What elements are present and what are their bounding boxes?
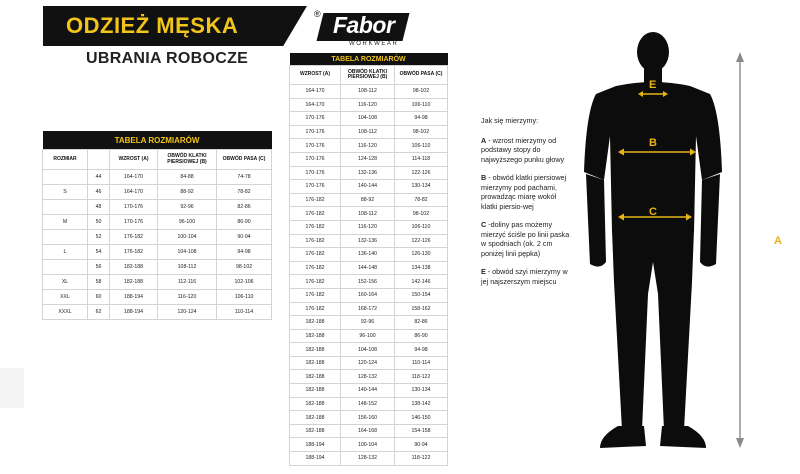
table-cell: 120-124 (341, 356, 395, 370)
table-cell: 158-162 (395, 302, 448, 316)
body-measurement-figure (560, 32, 800, 474)
table-cell: 182-188 (290, 316, 341, 330)
table-cell: 106-110 (217, 290, 272, 305)
table-cell: 176-182 (290, 275, 341, 289)
table-row (290, 180, 448, 194)
table-row (290, 424, 448, 438)
table-cell: 116-120 (341, 139, 395, 153)
table-cell: 164-168 (341, 424, 395, 438)
table-cell: 138-142 (395, 397, 448, 411)
table-cell: 182-188 (290, 329, 341, 343)
instruction-key: E (481, 267, 486, 276)
table-cell: 112-116 (158, 275, 217, 290)
table-row (43, 200, 272, 215)
table-cell: 94-98 (395, 112, 448, 126)
table-row (290, 220, 448, 234)
table-row (290, 329, 448, 343)
extended-table-title: TABELA ROZMIARÓW (290, 53, 448, 66)
table-row (43, 230, 272, 245)
table-row (290, 234, 448, 248)
brand-logo-tagline: WORKWEAR (349, 41, 399, 47)
page-subtitle: UBRANIA ROBOCZE (86, 50, 249, 67)
table-cell: 126-130 (395, 248, 448, 262)
table-row (43, 215, 272, 230)
table-cell: 128-132 (341, 452, 395, 466)
table-cell: 128-132 (341, 370, 395, 384)
table-row (43, 185, 272, 200)
table-cell: 182-188 (290, 370, 341, 384)
table-cell: 170-176 (290, 125, 341, 139)
table-row (290, 384, 448, 398)
table-cell: 122-126 (395, 234, 448, 248)
table-cell: 154-158 (395, 424, 448, 438)
table-cell: 144-148 (341, 261, 395, 275)
table-cell: 98-102 (395, 85, 448, 99)
table-cell: 86-90 (395, 329, 448, 343)
table-row (43, 260, 272, 275)
table-cell: 78-82 (395, 193, 448, 207)
table-cell: 50 (88, 215, 110, 230)
table-cell: 176-182 (290, 302, 341, 316)
header-cell: WZROST (A) (290, 66, 341, 85)
table-cell: 82-86 (395, 316, 448, 330)
table-row (43, 305, 272, 320)
table-cell: M (43, 215, 88, 230)
table-cell: 46 (88, 185, 110, 200)
table-cell: 170-176 (110, 200, 158, 215)
table-row (290, 98, 448, 112)
table-cell: 96-100 (341, 329, 395, 343)
table-cell: 150-154 (395, 288, 448, 302)
table-cell: 130-134 (395, 180, 448, 194)
table-cell: 176-182 (110, 245, 158, 260)
table-cell: 84-88 (158, 170, 217, 185)
table-cell: 188-194 (290, 438, 341, 452)
table-row (43, 245, 272, 260)
table-cell (43, 260, 88, 275)
table-cell: 74-78 (217, 170, 272, 185)
table-row (290, 302, 448, 316)
header-cell: ROZMIAR (43, 150, 88, 170)
table-cell: 142-146 (395, 275, 448, 289)
table-cell: 104-108 (158, 245, 217, 260)
table-row (290, 275, 448, 289)
instruction-text: - obwód szyi mierzymy w jej najszerszym miejscu (481, 267, 568, 286)
instruction-key: C (481, 220, 487, 229)
table-cell: 176-182 (290, 234, 341, 248)
table-row (290, 370, 448, 384)
table-cell: 104-108 (341, 112, 395, 126)
table-cell: 98-102 (395, 125, 448, 139)
table-cell: 88-92 (158, 185, 217, 200)
table-cell: 156-160 (341, 411, 395, 425)
table-row (290, 207, 448, 221)
table-cell: 164-170 (290, 98, 341, 112)
table-cell: 118-122 (395, 452, 448, 466)
instruction-key: B (481, 173, 487, 182)
table-cell: 60 (88, 290, 110, 305)
instruction-key: A (481, 135, 487, 145)
table-cell: 86-90 (217, 215, 272, 230)
table-cell: 90-94 (217, 230, 272, 245)
table-cell: 58 (88, 275, 110, 290)
table-cell: 54 (88, 245, 110, 260)
table-cell: 188-194 (110, 290, 158, 305)
header-cell: OBWÓD PASA (C) (217, 150, 272, 170)
table-cell: 182-188 (110, 275, 158, 290)
table-cell: 118-122 (395, 370, 448, 384)
table-cell: 108-112 (341, 207, 395, 221)
table-cell: 56 (88, 260, 110, 275)
header-cell: OBWÓD KLATKI PIERSIOWEJ (B) (341, 66, 395, 85)
table-cell: 108-112 (341, 85, 395, 99)
table-row (43, 170, 272, 185)
label-c: C (649, 206, 657, 218)
table-cell: 96-100 (158, 215, 217, 230)
table-cell: 106-110 (395, 139, 448, 153)
table-cell: 100-104 (341, 438, 395, 452)
table-cell: 170-176 (290, 112, 341, 126)
table-row (290, 166, 448, 180)
table-row (290, 139, 448, 153)
table-cell: 132-136 (341, 166, 395, 180)
size-table-men (42, 131, 272, 320)
table-cell: 48 (88, 200, 110, 215)
faded-background-block (0, 368, 24, 408)
table-cell: 170-176 (110, 215, 158, 230)
table-cell: 182-188 (290, 411, 341, 425)
table-cell: 164-170 (290, 85, 341, 99)
table-cell: 114-118 (395, 152, 448, 166)
table-cell: 78-82 (217, 185, 272, 200)
size-table-header (43, 150, 272, 170)
table-row (290, 85, 448, 99)
table-cell: 108-112 (341, 125, 395, 139)
table-cell (43, 170, 88, 185)
table-row (290, 261, 448, 275)
table-cell: 116-120 (341, 98, 395, 112)
table-cell: 182-188 (290, 397, 341, 411)
table-cell: 188-194 (110, 305, 158, 320)
table-cell: 176-182 (290, 207, 341, 221)
logo-registered-mark: ® (314, 9, 321, 19)
table-cell: 176-182 (290, 220, 341, 234)
table-cell: 140-144 (341, 384, 395, 398)
table-row (290, 316, 448, 330)
table-cell: 164-170 (110, 170, 158, 185)
table-cell: 122-126 (395, 166, 448, 180)
table-cell: 92-96 (158, 200, 217, 215)
table-cell: 152-156 (341, 275, 395, 289)
table-cell: 124-128 (341, 152, 395, 166)
table-row (290, 397, 448, 411)
header-cell: OBWÓD PASA (C) (395, 66, 448, 85)
table-cell: 188-194 (290, 452, 341, 466)
table-cell: XXXL (43, 305, 88, 320)
table-cell: 100-104 (158, 230, 217, 245)
header-cell: WZROST (A) (110, 150, 158, 170)
table-cell (43, 200, 88, 215)
table-cell: 182-188 (290, 424, 341, 438)
size-table-title: TABELA ROZMIARÓW (43, 131, 272, 150)
table-cell: 170-176 (290, 139, 341, 153)
table-row (290, 193, 448, 207)
table-cell: 116-120 (341, 220, 395, 234)
table-cell: 88-92 (341, 193, 395, 207)
table-cell: L (43, 245, 88, 260)
table-cell: 182-188 (290, 384, 341, 398)
table-cell: 106-110 (395, 98, 448, 112)
table-cell: 140-144 (341, 180, 395, 194)
table-cell: 102-106 (217, 275, 272, 290)
table-cell: 160-164 (341, 288, 395, 302)
table-cell: 116-120 (158, 290, 217, 305)
header-cell (88, 150, 110, 170)
label-a: A (774, 235, 782, 247)
table-cell: 148-152 (341, 397, 395, 411)
table-cell: 176-182 (290, 248, 341, 262)
brand-logo: Fabor (333, 12, 395, 38)
table-cell: 132-136 (341, 234, 395, 248)
table-row (290, 343, 448, 357)
label-b: B (649, 137, 657, 149)
table-cell: 134-138 (395, 261, 448, 275)
table-row (290, 125, 448, 139)
instruction-text: - obwód klatki piersiowej mierzymy pod pachami, prowadząc miarę wokół klatki piersio-wej (481, 173, 567, 211)
table-cell: 98-102 (395, 207, 448, 221)
table-cell: 176-182 (290, 261, 341, 275)
table-row (290, 248, 448, 262)
table-row (290, 112, 448, 126)
table-row (290, 438, 448, 452)
table-cell: XXL (43, 290, 88, 305)
table-cell: 168-172 (341, 302, 395, 316)
table-row (43, 275, 272, 290)
instructions-heading: Jak się mierzymy: (481, 116, 539, 125)
table-cell: 110-114 (217, 305, 272, 320)
table-cell (43, 230, 88, 245)
extended-table-header (290, 66, 448, 85)
table-cell: 182-188 (110, 260, 158, 275)
table-cell: 176-182 (290, 288, 341, 302)
table-cell: 110-114 (395, 356, 448, 370)
table-cell: S (43, 185, 88, 200)
table-cell: 98-102 (217, 260, 272, 275)
table-cell: 170-176 (290, 166, 341, 180)
table-cell: 120-124 (158, 305, 217, 320)
table-cell: 90-94 (395, 438, 448, 452)
table-cell: 136-140 (341, 248, 395, 262)
table-cell: 130-134 (395, 384, 448, 398)
size-table-extended (289, 53, 448, 466)
table-cell: 52 (88, 230, 110, 245)
table-cell: 176-182 (290, 193, 341, 207)
table-cell: XL (43, 275, 88, 290)
table-row (290, 152, 448, 166)
instruction-text: -doliny pas możemy mierzyć ściśle po linii paska w spodniach (ok. 2 cm poniżej linii pępka) (481, 220, 570, 258)
table-cell: 176-182 (110, 230, 158, 245)
table-row (290, 411, 448, 425)
page-title: ODZIEŻ MĘSKA (66, 13, 239, 38)
header-cell: OBWÓD KLATKI PIERSIOWEJ (B) (158, 150, 217, 170)
table-row (290, 288, 448, 302)
table-cell: 92-96 (341, 316, 395, 330)
table-row (290, 356, 448, 370)
table-cell: 82-86 (217, 200, 272, 215)
table-cell: 108-112 (158, 260, 217, 275)
label-e: E (649, 79, 657, 91)
table-cell: 104-108 (341, 343, 395, 357)
table-cell: 170-176 (290, 180, 341, 194)
table-cell: 170-176 (290, 152, 341, 166)
table-cell: 62 (88, 305, 110, 320)
table-cell: 182-188 (290, 343, 341, 357)
table-cell: 44 (88, 170, 110, 185)
table-row (43, 290, 272, 305)
table-cell: 94-98 (217, 245, 272, 260)
table-cell: 164-170 (110, 185, 158, 200)
table-cell: 146-150 (395, 411, 448, 425)
table-cell: 182-188 (290, 356, 341, 370)
table-row (290, 452, 448, 466)
table-cell: 94-98 (395, 343, 448, 357)
table-cell: 106-110 (395, 220, 448, 234)
instruction-text: - wzrost mierzymy od podstawy stopy do najwyższego punku głowy (481, 135, 565, 164)
